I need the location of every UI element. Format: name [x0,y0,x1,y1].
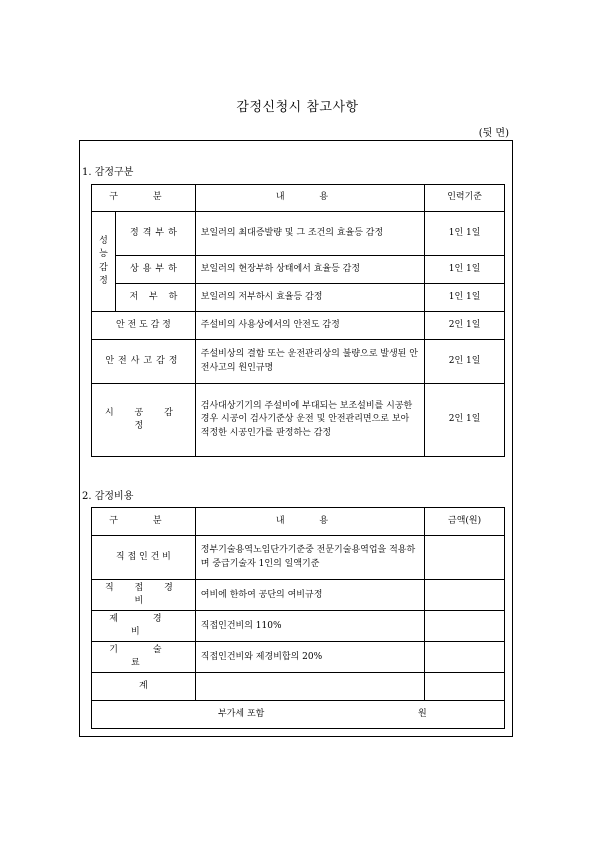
row-content [195,673,424,701]
row-staff: 1인 1일 [425,212,505,256]
row-amount [425,673,505,701]
row-content: 보일러의 현장부하 상태에서 효율등 감정 [195,256,424,284]
row-label: 안 전 도 감 정 [92,312,196,340]
table-row [92,212,505,256]
document-title: 감정신청시 참고사항 [236,100,359,115]
header-category: 구 분 [92,508,196,536]
table-row [92,611,505,642]
table-row [92,312,505,340]
header-staff: 인력기준 [425,185,505,212]
row-label: 기 술 료 [92,642,196,673]
row-label: 계 [92,673,196,701]
row-label: 정격부하 [115,212,195,256]
header-content: 내 용 [195,185,424,212]
row-staff: 1인 1일 [425,256,505,284]
row-content: 직접인건비와 제경비합의 20% [195,642,424,673]
row-label: 시 공 감 정 [92,384,196,457]
row-content: 직접인건비의 110% [195,611,424,642]
vat-total-cell [92,701,505,729]
header-amount: 금액(원) [425,508,505,536]
table-row [92,340,505,384]
row-label: 직 접 경 비 [92,580,196,611]
row-staff: 2인 1일 [425,312,505,340]
row-amount [425,536,505,580]
table-header-row [92,508,505,536]
row-staff: 2인 1일 [425,340,505,384]
row-amount [425,642,505,673]
row-label: 안전사고감정 [92,340,196,384]
performance-group-label: 성 능 감 정 [92,212,116,312]
table-footer-row [92,701,505,729]
table-row [92,384,505,457]
row-staff: 2인 1일 [425,384,505,457]
table-header-row [92,185,505,212]
row-content: 보일러의 저부하시 효율등 감정 [195,284,424,312]
inspection-type-table [91,184,505,457]
header-content: 내 용 [195,508,424,536]
won-unit-label: 원 [418,708,427,719]
row-staff: 1인 1일 [425,284,505,312]
row-content: 정부기술용역노임단가기준중 전문기술용역업을 적용하며 중급기술자 1인의 일액기준 [195,536,424,580]
row-content: 보일러의 최대증발량 및 그 조건의 효율등 감정 [195,212,424,256]
row-label: 상용부하 [115,256,195,284]
section2-title: 2. 감정비용 [82,491,134,502]
row-content: 주설비상의 결함 또는 운전관리상의 불량으로 발생된 안전사고의 원인규명 [195,340,424,384]
section1-title: 1. 감정구분 [82,167,134,178]
row-label: 제 경 비 [92,611,196,642]
table-row [92,256,505,284]
row-amount [425,580,505,611]
table-row [92,642,505,673]
row-amount [425,611,505,642]
row-label: 직 접 인 건 비 [92,536,196,580]
table-row [92,673,505,701]
header-category: 구 분 [92,185,196,212]
page-side-label: (뒷 면) [478,128,509,139]
inspection-cost-table [91,507,505,729]
row-content: 여비에 한하여 공단의 여비규정 [195,580,424,611]
vat-included-label: 부가세 포함 [218,708,265,719]
table-row [92,580,505,611]
row-content: 주설비의 사용상에서의 안전도 감정 [195,312,424,340]
table-row [92,536,505,580]
row-content: 검사대상기기의 주설비에 부대되는 보조설비를 시공한 경우 시공이 검사기준상 운전 및 안전관리면으로 보아 적정한 시공인가를 판정하는 감정 [195,384,424,457]
table-row [92,284,505,312]
row-label: 저 부 하 [115,284,195,312]
